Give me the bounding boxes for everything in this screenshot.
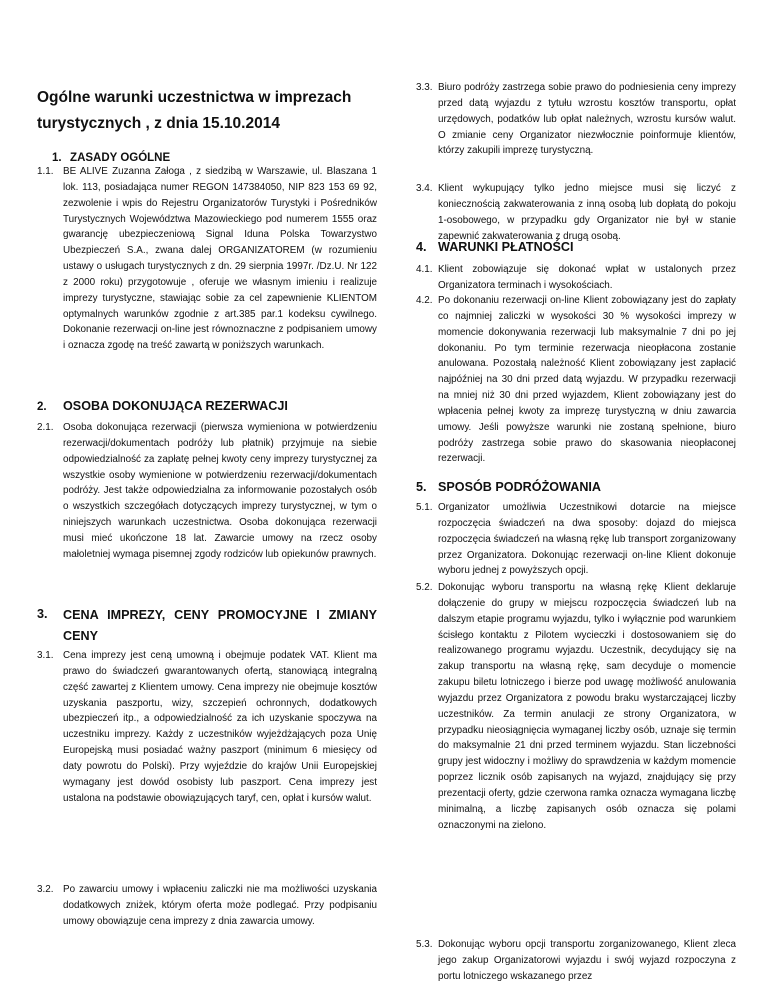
clause-text: Po dokonaniu rezerwacji on-line Klient zobowiązany jest do zapłaty co najmniej zaliczki w wysokości 30 % wysokości imprezy w momencie dokonywania rezerwacji lub maksymalnie 7 dni po jej dokonaniu. Po tym terminie rezerwacja nieopłacona zostanie anulowana. Pozostałą należność Klient zobowiązany jest zapłacić najpóźniej na 30 dni przed datą wyjazdu. W przypadku rezerwacji na mniej niż 30 dni przed wyjazdem, Klient zobowiązany jest do wpłacenia pełnej kwoty za imprezę turystyczną w dniu zawarcia umowy. Jeśli powyższe warunki nie zostaną spełnione, biuro podróży zastrzega sobie prawo do skasowania nieopłaconej rezerwacji. <box>438 295 736 465</box>
clause-text: Po zawarciu umowy i wpłaceniu zaliczki nie ma możliwości uzyskania dodatkowych zniżek, którym oferta może podlegać. Przy podpisaniu umowy obowiązuje cena imprezy z dnia zawarcia umowy. <box>63 884 377 927</box>
clause-number: 4.1. <box>416 264 433 275</box>
clause-number: 3.2. <box>37 884 54 895</box>
clause-text: Dokonując wyboru transportu na własną rękę Klient deklaruje dołączenie do grupy w miejscu rozpoczęcia świadczeń lub na dalszym etapie programu wyjazdu, tylko i wyłącznie pod warunkiem ścisłego kontaktu z Pilotem wycieczki i dostosowaniem się do realizowanego programu wyjazdu. Uczestnik, decydujący się na zakup transportu na własną rękę, sam decyduje o momencie zakupu biletu lotniczego i bierze pod uwagę możliwość anulowania wyjazdu przez Organizatora z powodu braku wystarczającej liczby uczestników. Za termin anulacji ze strony Organizatora, w przypadku nieosiągnięcia wymaganej liczby osób, uznaje się termin do maksymalnie 21 dni przed terminem wyjazdu. Stan liczebności grupy jest widoczny i możliwy do sprawdzenia w każdym momencie poprzez licznik osób zapisanych na wyjazd, znajdujący się przy prezentacji oferty, gdzie czerwona ramka oznacza wymagana liczbę minimalną, a liczbę zapisanych osób oznacza się polami oznaczonymi na zielono. <box>438 582 736 831</box>
clause-4-2 <box>416 293 736 467</box>
section-title: SPOSÓB PODRÓŻOWANIA <box>438 480 602 494</box>
clause-5-3 <box>416 937 736 985</box>
section-title: CENA IMPREZY, CENY PROMOCYJNE I ZMIANY CENY <box>63 608 377 643</box>
clause-5-1 <box>416 500 736 579</box>
clause-number: 2.1. <box>37 422 54 433</box>
clause-text: Osoba dokonująca rezerwacji (pierwsza wymieniona w potwierdzeniu rezerwacji/dokumentach podróży lub płatnik) przyjmuje na siebie odpowiedzialność za zapłatę pełnej kwoty ceny imprezy turystycznej za wszystkie osoby wymienione w potwierdzeniu rezerwacji/dokumentach podróży. Jest także odpowiedzialna za informowanie pozostałych osób o wszystkich szczegółach dotyczących imprezy turystycznej, w tym o niniejszych warunkach uczestnictwa. Osoba dokonująca rezerwacji musi mieć ukończone 18 lat. Zawarcie umowy na rzecz osoby małoletniej wymaga pisemnej zgody rodziców lub opiekunów prawnych. <box>63 422 377 560</box>
clause-text: Cena imprezy jest ceną umowną i obejmuje podatek VAT. Klient ma prawo do świadczeń gwarantowanych ofertą, stanowiącą integralną część zawartej z Klientem umowy. Cena imprezy nie obejmuje kosztów uzyskania paszportu, wizy, szczepień ochronnych, dodatkowych ubezpieczeń itp., a odpowiedzialność za ich uzyskanie spoczywa na uczestniku imprezy. Każdy z uczestników wyjeżdżających poza Unię Europejską musi posiadać ważny paszport (minimum 6 miesięcy od daty powrotu do Polski). Przy wyjeździe do krajów Unii Europejskiej wymagany jest dowód osobisty lub paszport. Cena imprezy jest ustalona na podstawie obowiązujących taryf, cen, opłat i kursów walut. <box>63 650 377 804</box>
clause-number: 3.1. <box>37 650 54 661</box>
clause-5-2 <box>416 580 736 834</box>
section-heading-5: 5. SPOSÓB PODRÓŻOWANIA <box>416 478 736 497</box>
clause-text: Biuro podróży zastrzega sobie prawo do podniesienia ceny imprezy przed datą wyjazdu z tytułu wzrostu kosztów transportu, opłat urzędowych, podatków lub opłat należnych, wzrostu kursów walut. O zmianie ceny Organizator niezwłocznie poinformuje klientów, którzy zakupili imprezę turystyczną. <box>438 82 736 157</box>
clause-text: BE ALIVE Zuzanna Załoga , z siedzibą w Warszawie, ul. Blaszana 1 lok. 113, posiadająca numer REGON 147384050, NIP 823 153 69 92, zezwolenie i wpis do Rejestru Organizatorów Turystyki i Pośredników Turystycznych Województwa Mazowieckiego pod numerem 1555 oraz gwarancję ubezpieczeniową Signal Iduna Polska Towarzystwo Ubezpieczeń S.A., zwana dalej ORGANIZATOREM (w rozumieniu ustawy o usługach turystycznych z dn. 29 sierpnia 1997r. /Dz.U. Nr 122 z 2000 roku) przygotowuje , oferuje we własnym imieniu i realizuje imprezy turystyczne, stawiając sobie za cel zapewnienie KLIENTOM optymalnych warunków zgodnie z art.385 par.1 kodeksu cywilnego. Dokonanie rezerwacji on-line jest równoznaczne z podpisaniem umowy i oznacza zgodę na treść zawartą w poniższych warunkach. <box>63 166 377 352</box>
section-heading-3: 3. CENA IMPREZY, CENY PROMOCYJNE I ZMIANY CENY <box>37 605 377 647</box>
section-heading-1: 1. ZASADY OGÓLNE <box>52 152 171 164</box>
clause-number: 4.2. <box>416 295 433 306</box>
section-heading-4: 4. WARUNKI PŁATNOŚCI <box>416 238 736 257</box>
section-heading-2: 2. OSOBA DOKONUJĄCA REZERWACJI <box>37 397 377 416</box>
clause-3-3 <box>416 80 736 159</box>
document-title: Ogólne warunki uczestnictwa w imprezach turystycznych , z dnia 15.10.2014 <box>37 89 352 132</box>
clause-3-2 <box>37 882 377 930</box>
section-title: OSOBA DOKONUJĄCA REZERWACJI <box>63 399 288 413</box>
clause-text: Klient wykupujący tylko jedno miejsce musi się liczyć z koniecznością zakwaterowania z inną osobą lub dopłatą do pokoju 1-osobowego, w przypadku gdy Organizator nie był w stanie zapewnić zakwaterowania z drugą osobą. <box>438 183 736 242</box>
clause-text: Organizator umożliwia Uczestnikowi dotarcie na miejsce rozpoczęcia świadczeń na dwa sposoby: dojazd do miejsca rozpoczęcia świadczeń na własną rękę lub transport zorganizowany przez Organizatora. Dokonując rezerwacji on-line Klient dokonuje wyboru jednej z powyższych opcji. <box>438 502 736 577</box>
clause-4-1 <box>416 262 736 294</box>
clause-text: Dokonując wyboru opcji transportu zorganizowanego, Klient zleca jego zakup Organizatorowi wyjazdu i swój wyjazd rozpoczyna z portu lotniczego wskazanego przez <box>438 939 736 982</box>
clause-number: 1.1. <box>37 166 54 177</box>
clause-number: 5.3. <box>416 939 433 950</box>
section-title: WARUNKI PŁATNOŚCI <box>438 240 574 254</box>
clause-number: 5.1. <box>416 502 433 513</box>
clause-number: 3.4. <box>416 183 433 194</box>
clause-2-1 <box>37 420 377 563</box>
clause-text: Klient zobowiązuje się dokonać wpłat w ustalonych przez Organizatora terminach i wysokościach. <box>438 264 736 291</box>
clause-1-1 <box>37 164 377 354</box>
clause-3-4 <box>416 181 736 244</box>
clause-number: 3.3. <box>416 82 433 93</box>
clause-number: 5.2. <box>416 582 433 593</box>
clause-3-1 <box>37 648 377 806</box>
section-title: ZASADY OGÓLNE <box>70 152 171 164</box>
